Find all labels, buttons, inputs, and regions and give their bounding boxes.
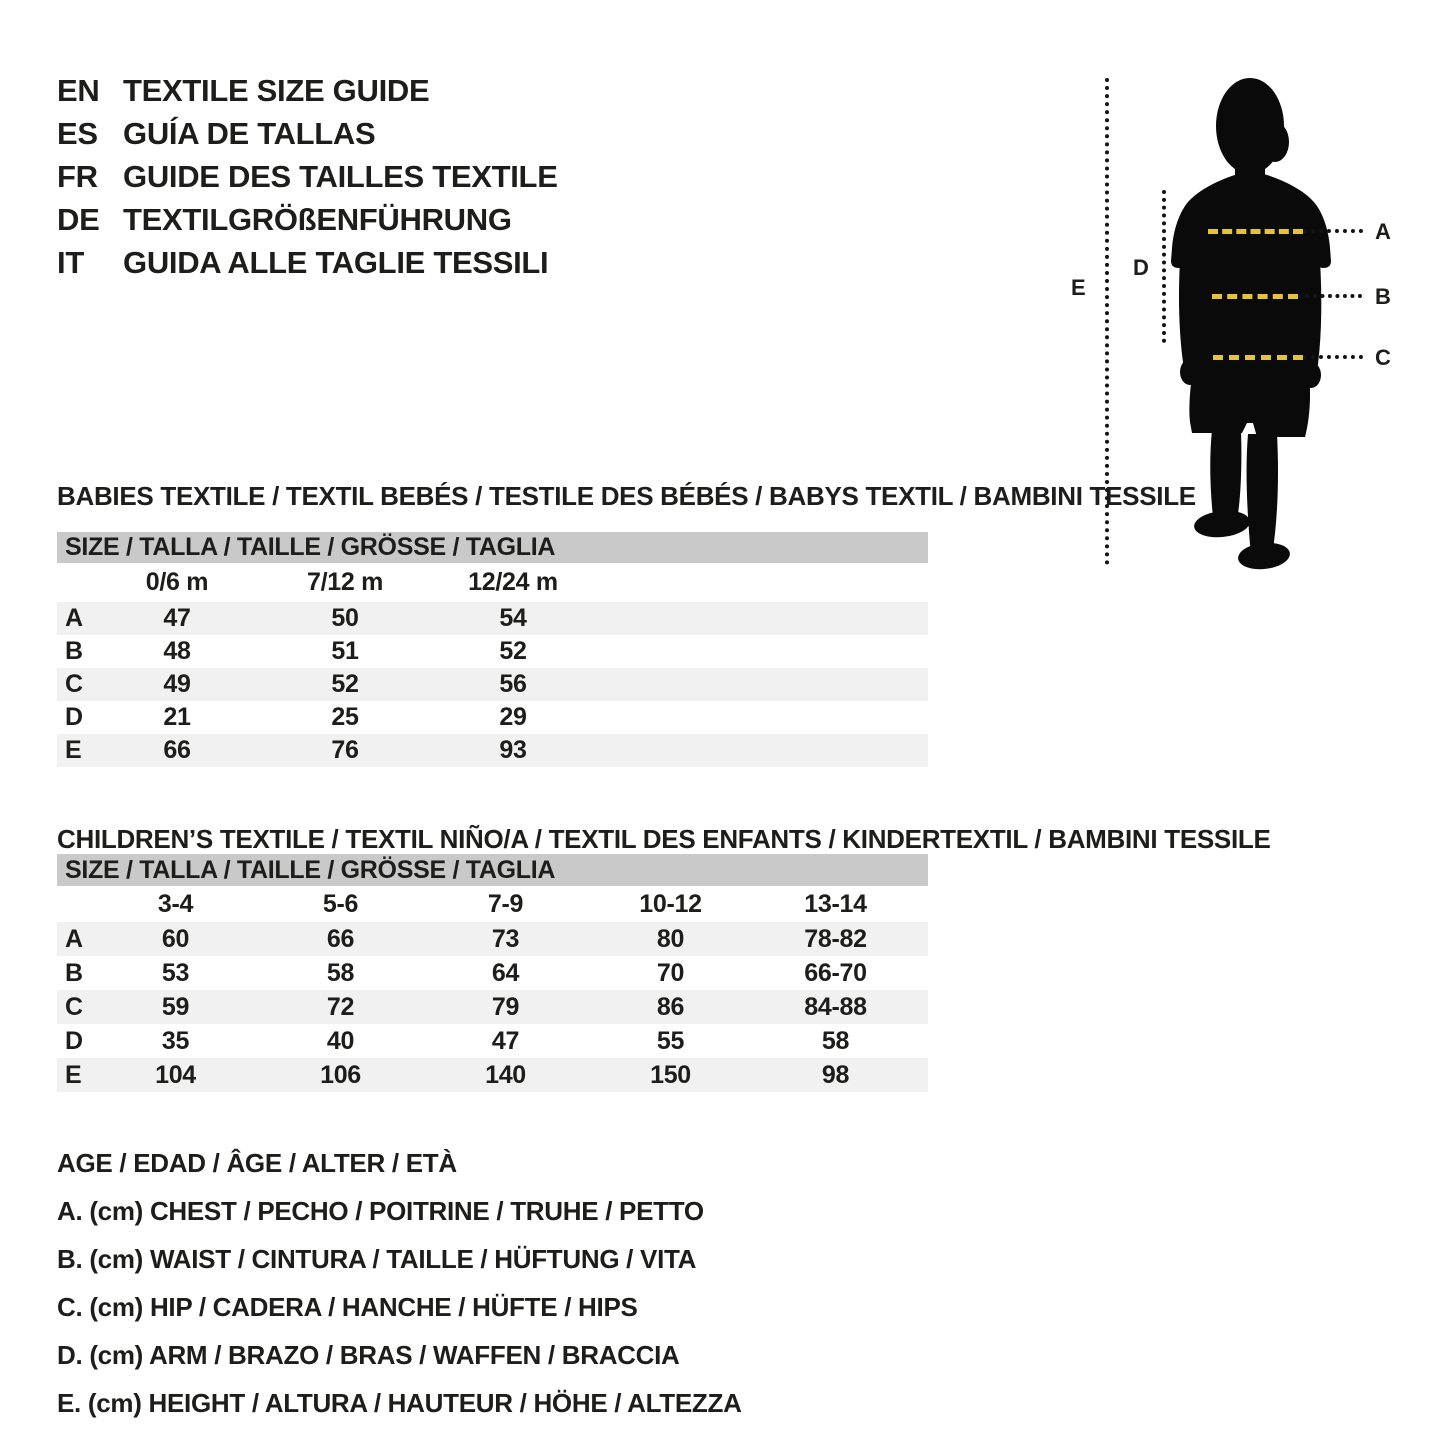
children-table-row <box>57 956 928 990</box>
measure-label-B: B <box>1375 284 1391 309</box>
table-cell: 56 <box>499 670 527 698</box>
column-header: 12/24 m <box>468 568 558 596</box>
legend-line-chest: A. (cm) CHEST / PECHO / POITRINE / TRUHE / PETTO <box>57 1196 704 1226</box>
table-cell: 52 <box>499 637 527 665</box>
children-table-row <box>57 990 928 1024</box>
language-title: TEXTILE SIZE GUIDE <box>123 73 430 108</box>
language-code: FR <box>57 159 98 194</box>
chest-dotted-line <box>1303 229 1363 233</box>
measurement-legend <box>57 1146 742 1434</box>
table-cell: 150 <box>650 1061 691 1089</box>
filler-cell <box>597 734 928 767</box>
legend-line-age: AGE / EDAD / ÂGE / ALTER / ETÀ <box>57 1148 457 1178</box>
row-label: C <box>65 993 83 1021</box>
table-cell: 55 <box>656 1027 685 1055</box>
language-code: DE <box>57 202 100 237</box>
table-cell: 76 <box>331 736 359 764</box>
arm-measure-line-D <box>1162 190 1166 343</box>
table-cell: 106 <box>320 1061 361 1089</box>
children-table-row <box>57 1024 928 1058</box>
babies-size-header-bar: SIZE / TALLA / TAILLE / GRÖSSE / TAGLIA <box>57 532 928 563</box>
babies-table-row <box>57 602 928 635</box>
table-cell: 59 <box>161 993 190 1021</box>
language-row <box>57 117 558 150</box>
table-cell: 60 <box>161 925 190 953</box>
babies-section-heading: BABIES TEXTILE / TEXTIL BEBÉS / TESTILE DES BÉBÉS / BABYS TEXTIL / BAMBINI TESSILE <box>57 481 1196 511</box>
language-row <box>57 74 558 107</box>
babies-table-row <box>57 734 928 767</box>
filler-cell <box>918 1024 928 1058</box>
filler-cell <box>918 886 928 922</box>
table-cell: 25 <box>331 703 359 731</box>
waist-dotted-line <box>1298 294 1362 298</box>
table-cell: 72 <box>326 993 355 1021</box>
hip-dash-line <box>1213 355 1303 360</box>
filler-cell <box>918 1058 928 1092</box>
language-row <box>57 203 558 236</box>
table-cell: 50 <box>331 604 359 632</box>
table-cell: 35 <box>161 1027 190 1055</box>
column-header: 5-6 <box>322 890 359 918</box>
empty-corner-cell <box>57 886 93 922</box>
measure-label-D: D <box>1133 255 1149 280</box>
language-row <box>57 246 558 279</box>
table-cell: 66-70 <box>804 959 867 987</box>
column-header: 0/6 m <box>145 568 209 596</box>
table-cell: 47 <box>163 604 191 632</box>
table-cell: 51 <box>331 637 359 665</box>
table-cell: 53 <box>161 959 190 987</box>
table-cell: 80 <box>656 925 685 953</box>
language-title: GUIDE DES TAILLES TEXTILE <box>123 159 558 194</box>
row-label: D <box>65 1027 83 1055</box>
babies-column-header-row <box>57 563 928 602</box>
children-table-row <box>57 922 928 956</box>
table-cell: 104 <box>155 1061 196 1089</box>
measure-label-E: E <box>1071 275 1086 300</box>
table-cell: 66 <box>163 736 191 764</box>
measure-label-A: A <box>1375 219 1391 244</box>
filler-cell <box>597 635 928 668</box>
table-cell: 47 <box>491 1027 520 1055</box>
language-row <box>57 160 558 193</box>
table-cell: 52 <box>331 670 359 698</box>
language-code: ES <box>57 116 98 151</box>
children-section-heading: CHILDREN’S TEXTILE / TEXTIL NIÑO/A / TEXTIL DES ENFANTS / KINDERTEXTIL / BAMBINI TESSILE <box>57 824 1271 854</box>
table-cell: 93 <box>499 736 527 764</box>
table-cell: 66 <box>326 925 355 953</box>
row-label: A <box>65 925 83 953</box>
hip-dotted-line <box>1303 355 1363 359</box>
column-header: 7-9 <box>487 890 524 918</box>
column-header: 13-14 <box>804 890 867 918</box>
legend-line-arm: D. (cm) ARM / BRAZO / BRAS / WAFFEN / BRACCIA <box>57 1340 680 1370</box>
table-cell: 64 <box>491 959 520 987</box>
filler-cell <box>918 990 928 1024</box>
table-cell: 29 <box>499 703 527 731</box>
waist-dash-line <box>1212 294 1298 299</box>
babies-table-row <box>57 635 928 668</box>
filler-cell <box>597 701 928 734</box>
language-code: EN <box>57 73 100 108</box>
legend-line-height: E. (cm) HEIGHT / ALTURA / HAUTEUR / HÖHE / ALTEZZA <box>57 1388 742 1418</box>
filler-cell <box>918 956 928 990</box>
row-label: A <box>65 604 83 632</box>
table-cell: 70 <box>656 959 685 987</box>
babies-table-row <box>57 668 928 701</box>
chest-dash-line <box>1208 229 1303 234</box>
filler-cell <box>597 668 928 701</box>
children-column-header-row <box>57 886 928 922</box>
row-label: E <box>65 736 82 764</box>
row-label: E <box>65 1061 82 1089</box>
language-title: GUÍA DE TALLAS <box>123 116 376 151</box>
children-size-header-bar: SIZE / TALLA / TAILLE / GRÖSSE / TAGLIA <box>57 854 928 886</box>
filler-cell <box>597 602 928 635</box>
row-label: C <box>65 670 83 698</box>
filler-cell <box>597 563 928 602</box>
table-cell: 140 <box>485 1061 526 1089</box>
children-table-row <box>57 1058 928 1092</box>
row-label: B <box>65 637 83 665</box>
table-cell: 84-88 <box>804 993 867 1021</box>
legend-line-hip: C. (cm) HIP / CADERA / HANCHE / HÜFTE / HIPS <box>57 1292 638 1322</box>
table-cell: 78-82 <box>804 925 867 953</box>
column-header: 10-12 <box>639 890 702 918</box>
language-title-block <box>57 74 558 289</box>
table-cell: 54 <box>499 604 527 632</box>
table-cell: 86 <box>656 993 685 1021</box>
row-label: D <box>65 703 83 731</box>
babies-table-row <box>57 701 928 734</box>
language-title: TEXTILGRÖßENFÜHRUNG <box>123 202 512 237</box>
column-header: 7/12 m <box>306 568 384 596</box>
table-cell: 73 <box>491 925 520 953</box>
empty-corner-cell <box>57 563 93 602</box>
table-cell: 58 <box>821 1027 850 1055</box>
table-cell: 58 <box>326 959 355 987</box>
table-cell: 40 <box>326 1027 355 1055</box>
table-cell: 98 <box>821 1061 850 1089</box>
measure-label-C: C <box>1375 345 1391 370</box>
language-code: IT <box>57 245 84 280</box>
row-label: B <box>65 959 83 987</box>
filler-cell <box>918 922 928 956</box>
table-cell: 48 <box>163 637 191 665</box>
legend-line-waist: B. (cm) WAIST / CINTURA / TAILLE / HÜFTUNG / VITA <box>57 1244 697 1274</box>
table-cell: 49 <box>163 670 191 698</box>
table-cell: 79 <box>491 993 520 1021</box>
table-cell: 21 <box>163 703 191 731</box>
language-title: GUIDA ALLE TAGLIE TESSILI <box>123 245 549 280</box>
column-header: 3-4 <box>157 890 194 918</box>
